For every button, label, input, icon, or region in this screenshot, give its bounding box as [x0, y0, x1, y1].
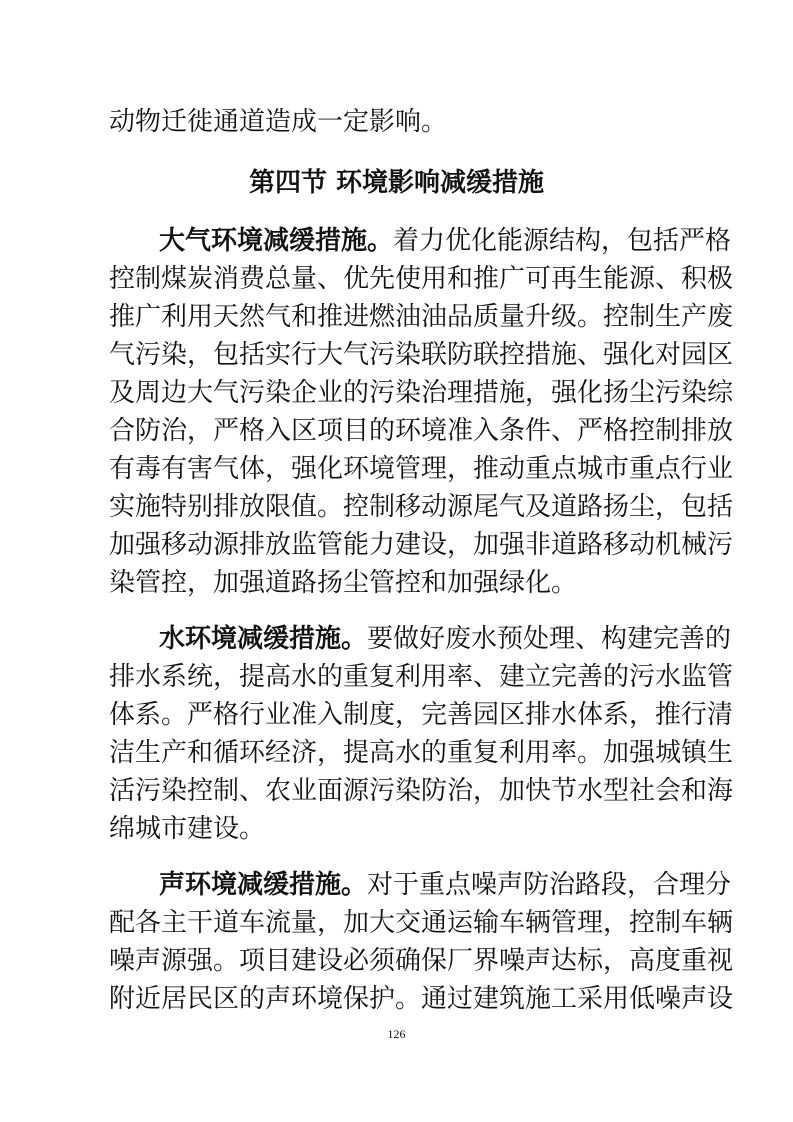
section-heading: 第四节 环境影响减缓措施: [248, 168, 545, 198]
air-paragraph-line: 有毒有害气体，强化环境管理，推动重点城市重点行业: [109, 454, 734, 484]
noise-paragraph-line: 附近居民区的声环境保护。通过建筑施工采用低噪声设: [109, 984, 734, 1014]
water-paragraph-line-1: [159, 620, 732, 658]
air-paragraph-line: 加强移动源排放监管能力建设，加强非道路移动机械污: [109, 530, 734, 560]
water-paragraph-line: 活污染控制、农业面源污染防治，加快节水型社会和海: [109, 776, 734, 806]
air-paragraph-line: 推广利用天然气和推进燃油油品质量升级。控制生产废: [109, 302, 734, 332]
air-paragraph-line: 控制煤炭消费总量、优先使用和推广可再生能源、积极: [109, 264, 734, 294]
water-paragraph-line: 排水系统，提高水的重复利用率、建立完善的污水监管: [109, 662, 734, 692]
air-paragraph-line-1: [159, 222, 732, 260]
air-paragraph-line: 染管控，加强道路扬尘管控和加强绿化。: [109, 568, 578, 598]
water-paragraph-title: 水环境减缓措施。: [159, 624, 368, 654]
water-paragraph-line: 体系。严格行业准入制度，完善园区排水体系，推行清: [109, 700, 734, 730]
air-paragraph-line: 实施特别排放限值。控制移动源尾气及道路扬尘，包括: [109, 492, 734, 522]
water-paragraph-line: 绵城市建设。: [109, 814, 266, 844]
air-paragraph-line: 气污染，包括实行大气污染联防联控措施、强化对园区: [109, 340, 734, 370]
intro-tail-line: 动物迁徙通道造成一定影响。: [109, 107, 448, 137]
water-paragraph-line: 洁生产和循环经济，提高水的重复利用率。加强城镇生: [109, 738, 734, 768]
air-paragraph-text: 着力优化能源结构，包括严格: [393, 226, 732, 256]
noise-paragraph-line: 配各主干道车流量，加大交通运输车辆管理，控制车辆: [109, 908, 734, 938]
water-paragraph-text: 要做好废水预处理、构建完善的: [367, 624, 732, 654]
noise-paragraph-line-1: [159, 866, 732, 904]
noise-paragraph-text: 对于重点噪声防治路段，合理分: [367, 870, 732, 900]
noise-paragraph-line: 噪声源强。项目建设必须确保厂界噪声达标，高度重视: [109, 946, 734, 976]
air-paragraph-line: 合防治，严格入区项目的环境准入条件、严格控制排放: [109, 416, 734, 446]
page-number: 126: [387, 1027, 406, 1041]
air-paragraph-title: 大气环境减缓措施。: [159, 226, 394, 256]
noise-paragraph-title: 声环境减缓措施。: [159, 870, 368, 900]
air-paragraph-line: 及周边大气污染企业的污染治理措施，强化扬尘污染综: [109, 378, 734, 408]
